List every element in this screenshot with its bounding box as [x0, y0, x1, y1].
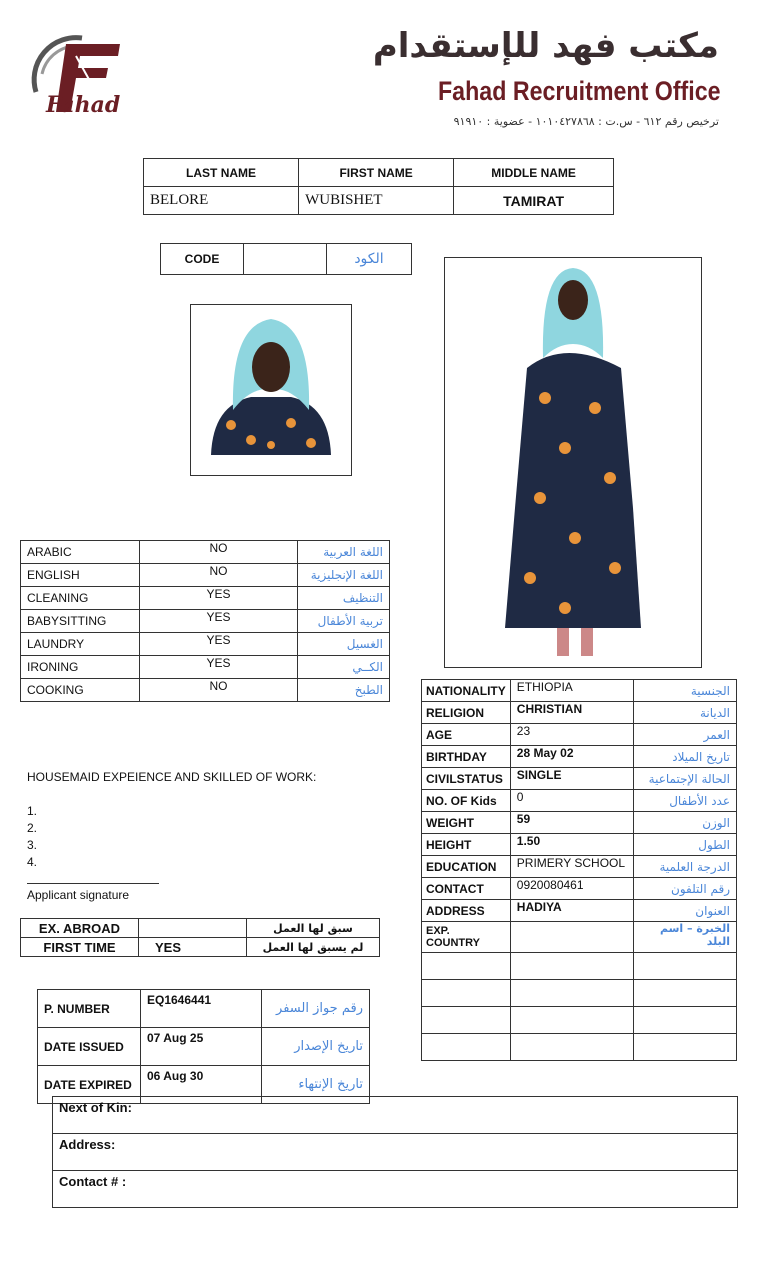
empty-cell: [422, 1034, 511, 1061]
skill-row: [21, 656, 390, 679]
info-value: CHRISTIAN: [510, 702, 633, 724]
abroad-label: EX. ABROAD: [21, 919, 139, 938]
name-table: [143, 158, 614, 215]
info-table: [421, 679, 737, 1061]
experience-list: [27, 803, 37, 871]
abroad-value: [139, 919, 247, 938]
info-label-ar: الديانة: [633, 702, 736, 724]
info-value: 0920080461: [510, 878, 633, 900]
first-name-value: WUBISHET: [299, 187, 454, 215]
skill-label: COOKING: [21, 679, 140, 702]
info-label: ADDRESS: [422, 900, 511, 922]
info-label-ar: رقم التلفون: [633, 878, 736, 900]
exp-country-label-ar: الخبرة – اسم البلد: [633, 922, 736, 953]
next-of-kin-row: Next of Kin:: [53, 1097, 738, 1134]
info-row: [422, 768, 737, 790]
skill-label: IRONING: [21, 656, 140, 679]
experience-item: 1.: [27, 804, 38, 818]
passport-label: DATE ISSUED: [38, 1028, 141, 1066]
fahad-logo: [26, 34, 132, 126]
skill-value: NO: [140, 564, 298, 587]
info-label: RELIGION: [422, 702, 511, 724]
skill-value: YES: [140, 587, 298, 610]
info-label-ar: الطول: [633, 834, 736, 856]
skill-label: CLEANING: [21, 587, 140, 610]
passport-value: 06 Aug 30: [141, 1066, 262, 1104]
passport-label: P. NUMBER: [38, 990, 141, 1028]
passport-table: [37, 989, 370, 1104]
passport-value: EQ1646441: [141, 990, 262, 1028]
skill-value: NO: [140, 541, 298, 564]
skill-value: NO: [140, 679, 298, 702]
info-label: WEIGHT: [422, 812, 511, 834]
logo-text: Fahad: [46, 92, 121, 118]
info-row: [422, 790, 737, 812]
skill-label-ar: اللغة العربية: [298, 541, 390, 564]
info-label-ar: تاريخ الميلاد: [633, 746, 736, 768]
code-label: CODE: [161, 244, 244, 275]
last-name-value: BELORE: [144, 187, 299, 215]
code-value: [244, 244, 327, 275]
info-label-ar: العمر: [633, 724, 736, 746]
info-row: [422, 680, 737, 702]
first-name-header: FIRST NAME: [299, 159, 454, 187]
exp-country-value: [510, 922, 633, 953]
empty-cell: [422, 1007, 511, 1034]
info-row: [422, 856, 737, 878]
empty-cell: [633, 1007, 736, 1034]
info-value: 0: [510, 790, 633, 812]
skill-label-ar: الطبخ: [298, 679, 390, 702]
info-label-ar: الوزن: [633, 812, 736, 834]
info-label-ar: الجنسية: [633, 680, 736, 702]
skill-label-ar: الكــي: [298, 656, 390, 679]
info-label-ar: عدد الأطفال: [633, 790, 736, 812]
passport-label-ar: تاريخ الإنتهاء: [262, 1066, 370, 1104]
code-table: [160, 243, 412, 275]
first-time-label: FIRST TIME: [21, 938, 139, 957]
first-time-value: YES: [139, 938, 247, 957]
last-name-header: LAST NAME: [144, 159, 299, 187]
kin-contact-row: Contact # :: [53, 1171, 738, 1208]
empty-cell: [633, 953, 736, 980]
experience-title: HOUSEMAID EXPEIENCE AND SKILLED OF WORK:: [27, 770, 317, 784]
info-value: 59: [510, 812, 633, 834]
passport-label-ar: تاريخ الإصدار: [262, 1028, 370, 1066]
passport-row: [38, 990, 370, 1028]
info-label-ar: العنوان: [633, 900, 736, 922]
first-time-label-ar: لم يسبق لها العمل: [247, 938, 380, 957]
info-label: NO. OF Kids: [422, 790, 511, 812]
skill-label: LAUNDRY: [21, 633, 140, 656]
empty-cell: [633, 980, 736, 1007]
empty-cell: [633, 1034, 736, 1061]
info-row: [422, 878, 737, 900]
skill-row: [21, 541, 390, 564]
empty-cell: [422, 953, 511, 980]
middle-name-header: MIDDLE NAME: [454, 159, 614, 187]
info-label-ar: الحالة الإجتماعية: [633, 768, 736, 790]
skill-value: YES: [140, 610, 298, 633]
full-body-photo: [444, 257, 702, 668]
passport-row: [38, 1028, 370, 1066]
skills-table: [20, 540, 390, 702]
skill-label-ar: اللغة الإنجليزية: [298, 564, 390, 587]
skill-row: [21, 610, 390, 633]
skill-label: ENGLISH: [21, 564, 140, 587]
skill-row: [21, 633, 390, 656]
info-row: [422, 834, 737, 856]
signature-line: [27, 883, 159, 884]
license-line: ترخيص رقم ٦١٢ - س.ت : ١٠١٠٤٢٧٨٦٨ - عضوية : ٩١٩١٠: [453, 115, 719, 128]
info-label: CONTACT: [422, 878, 511, 900]
skill-label: ARABIC: [21, 541, 140, 564]
empty-cell: [510, 980, 633, 1007]
info-value: ETHIOPIA: [510, 680, 633, 702]
empty-row: [422, 1007, 737, 1034]
info-row: [422, 724, 737, 746]
info-row: [422, 702, 737, 724]
kin-table: [52, 1096, 738, 1208]
info-label: EDUCATION: [422, 856, 511, 878]
skill-label-ar: تربية الأطفال: [298, 610, 390, 633]
experience-item: 3.: [27, 838, 38, 852]
skill-label-ar: التنظيف: [298, 587, 390, 610]
empty-row: [422, 953, 737, 980]
info-value: 28 May 02: [510, 746, 633, 768]
info-label: BIRTHDAY: [422, 746, 511, 768]
passport-label: DATE EXPIRED: [38, 1066, 141, 1104]
info-value: PRIMERY SCHOOL: [510, 856, 633, 878]
empty-cell: [510, 953, 633, 980]
info-row: [422, 900, 737, 922]
portrait-photo: [190, 304, 352, 476]
passport-label-ar: رقم جواز السفر: [262, 990, 370, 1028]
skill-row: [21, 587, 390, 610]
signature-label: Applicant signature: [27, 888, 130, 902]
info-value: 1.50: [510, 834, 633, 856]
info-label-ar: الدرجة العلمية: [633, 856, 736, 878]
abroad-label-ar: سبق لها العمل: [247, 919, 380, 938]
brand-english: Fahad Recruitment Office: [438, 76, 721, 106]
empty-row: [422, 980, 737, 1007]
middle-name-value: TAMIRAT: [454, 187, 614, 215]
info-row: [422, 812, 737, 834]
kin-address-row: Address:: [53, 1134, 738, 1171]
info-value: HADIYA: [510, 900, 633, 922]
experience-item: 4.: [27, 855, 38, 869]
brand-arabic: مكتب فهد للإستقدام: [372, 26, 719, 66]
empty-cell: [510, 1007, 633, 1034]
info-value: SINGLE: [510, 768, 633, 790]
info-label: HEIGHT: [422, 834, 511, 856]
info-label: AGE: [422, 724, 511, 746]
experience-item: 2.: [27, 821, 38, 835]
skill-label-ar: الغسيل: [298, 633, 390, 656]
info-row: [422, 746, 737, 768]
skill-value: YES: [140, 633, 298, 656]
info-value: 23: [510, 724, 633, 746]
info-label: CIVILSTATUS: [422, 768, 511, 790]
abroad-table: [20, 918, 380, 957]
exp-country-row: [422, 922, 737, 953]
code-label-ar: الكود: [327, 244, 412, 275]
passport-value: 07 Aug 25: [141, 1028, 262, 1066]
info-label: NATIONALITY: [422, 680, 511, 702]
empty-row: [422, 1034, 737, 1061]
skill-value: YES: [140, 656, 298, 679]
empty-cell: [422, 980, 511, 1007]
empty-cell: [510, 1034, 633, 1061]
skill-label: BABYSITTING: [21, 610, 140, 633]
exp-country-label: EXP. COUNTRY: [422, 922, 511, 953]
skill-row: [21, 564, 390, 587]
skill-row: [21, 679, 390, 702]
